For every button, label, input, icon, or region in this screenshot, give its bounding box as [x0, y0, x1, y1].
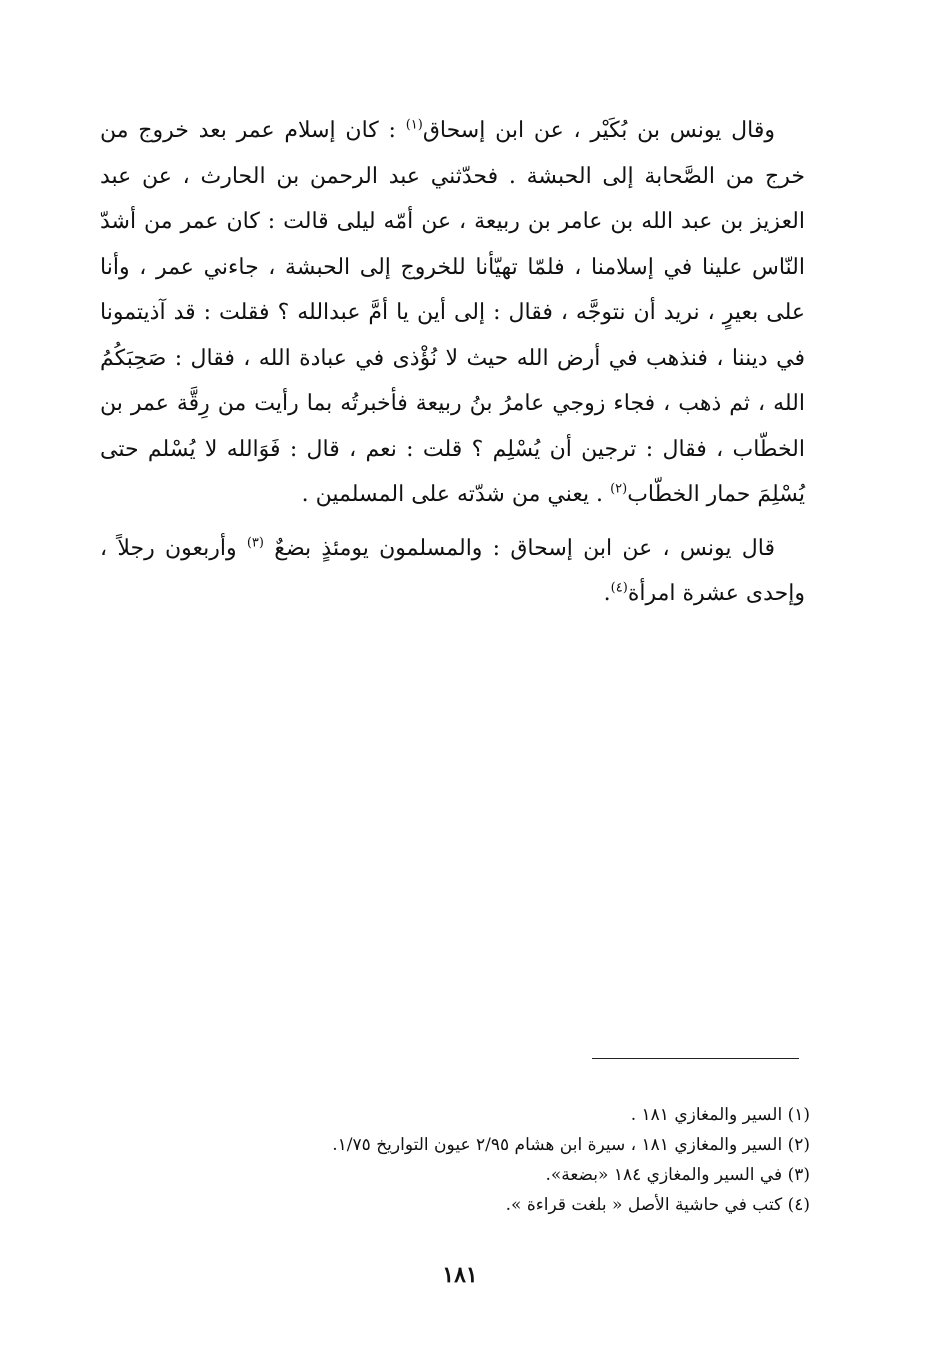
- paragraph-text: . يعني من شدّته على المسلمين .: [301, 482, 611, 507]
- footnote-3: (٣) في السير والمغازي ١٨٤ «بضعة».: [545, 1165, 810, 1185]
- footnote-separator: [592, 1058, 799, 1059]
- footnote-1: (١) السير والمغازي ١٨١ .: [630, 1105, 810, 1125]
- paragraph-text: وقال يونس بن بُكَيْر ، عن ابن إسحاق: [422, 118, 775, 143]
- page-number: ١٨١: [442, 1262, 478, 1288]
- footnotes: [120, 1100, 810, 1220]
- paragraph-2: [100, 526, 805, 617]
- paragraph-text: قال يونس ، عن ابن إسحاق : والمسلمون يومئذٍ بضعٌ: [263, 535, 775, 561]
- main-text: [100, 108, 805, 617]
- footnote-marker: (٤): [610, 580, 628, 596]
- paragraph-text: : كان إسلام عمر بعد خروج من خرج من الصَّحابة إلى الحبشة . فحدّثني عبد الرحمن بن الحارث ، عن عبد العزيز بن عبد الله بن عامر بن ربيعة ، عن أمّه ليلى قالت : كان عمر من أشدّ النّاس علينا في إسلامنا ، فلمّا تهيّأنا للخروج إلى الحبشة ، جاءني عمر ، وأنا على بعيرٍ ، نريد أن نتوجَّه ، فقال : إلى أين يا أمَّ عبدالله ؟ فقلت : قد آذيتمونا في ديننا ، فنذهب في أرض الله حيث لا نُؤْذى في عبادة الله ، فقال : صَحِبَكُمُ الله ، ثم ذهب ، فجاء زوجي عامرُ بنُ ربيعة فأخبرتُه بما رأيت من رِقَّة عمر بن الخطّاب ، فقال : ترجين أن يُسْلِم ؟ قلت : نعم ، قال : فَوَالله لا يُسْلم حتى يُسْلِمَ حمار الخطّاب: [100, 118, 805, 507]
- footnote-2: (٢) السير والمغازي ١٨١ ، سيرة ابن هشام ٢/٩٥ عيون التواريخ ١/٧٥.: [332, 1135, 810, 1155]
- paragraph-text: وأربعون رجلاً ، وإحدى عشرة امرأة: [100, 535, 805, 606]
- footnote-marker: (٢): [610, 481, 628, 497]
- footnote-4: (٤) كتب في حاشية الأصل « بلغت قراءة ».: [505, 1195, 810, 1215]
- footnote-marker: (٣): [246, 535, 264, 551]
- paragraph-text: .: [603, 581, 611, 606]
- paragraph-1: [100, 108, 805, 518]
- footnote-marker: (١): [405, 117, 423, 133]
